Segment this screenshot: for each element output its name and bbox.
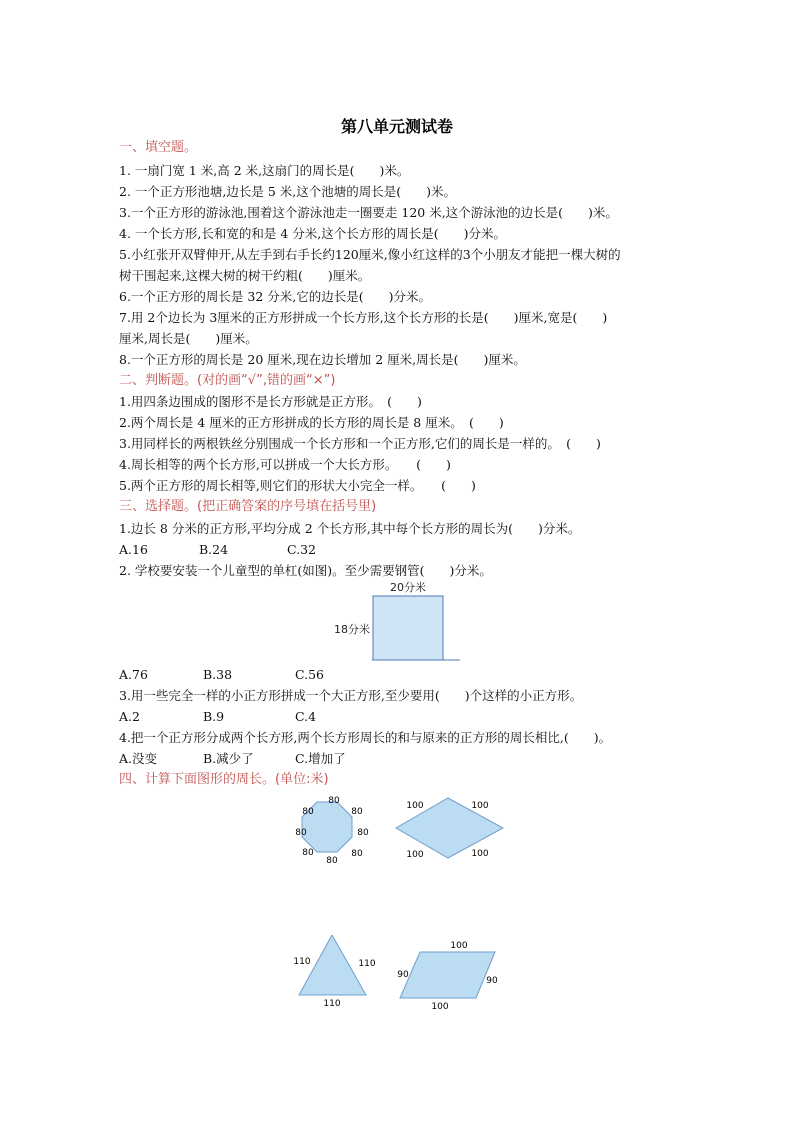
choice-question-2: 2. 学校要安装一个儿童型的单杠(如图)。至少需要钢管( )分米。 xyxy=(119,563,492,578)
option-c: C.增加了 xyxy=(295,751,346,766)
judge-question-5: 5.两个正方形的周长相等,则它们的形状大小完全一样。 ( ) xyxy=(119,478,476,493)
page-title: 第八单元测试卷 xyxy=(340,117,453,136)
fill-question-4: 4. 一个长方形,长和宽的和是 4 分米,这个长方形的周长是( )分米。 xyxy=(119,226,507,241)
octagon-side-label: 80 xyxy=(351,807,363,817)
triangle-side-label: 110 xyxy=(323,999,341,1009)
octagon-rhombus-figures xyxy=(290,790,520,870)
bar-width-label: 20分米 xyxy=(390,581,426,594)
bar-frame xyxy=(373,596,443,660)
fill-question-2: 2. 一个正方形池塘,边长是 5 米,这个池塘的周长是( )米。 xyxy=(119,184,457,199)
section-judge-heading: 二、判断题。(对的画“√”,错的画“×”) xyxy=(119,373,336,388)
fill-question-5-line2: 树干围起来,这棵大树的树干约粗( )厘米。 xyxy=(119,268,371,283)
fill-question-7-line1: 7.用 2个边长为 3厘米的正方形拼成一个长方形,这个长方形的长是( )厘米,宽是( ) xyxy=(119,310,608,325)
octagon-side-label: 80 xyxy=(357,828,369,838)
choice-question-1: 1.边长 8 分米的正方形,平均分成 2 个长方形,其中每个长方形的周长为( )分米。 xyxy=(119,521,581,536)
triangle-parallelogram-figures xyxy=(290,935,510,1013)
choice-question-4-options xyxy=(119,751,699,767)
fill-question-8: 8.一个正方形的周长是 20 厘米,现在边长增加 2 厘米,周长是( )厘米。 xyxy=(119,352,526,367)
horizontal-bar-figure xyxy=(320,578,470,666)
judge-question-2: 2.两个周长是 4 厘米的正方形拼成的长方形的周长是 8 厘米。 ( ) xyxy=(119,415,504,430)
octagon-side-label: 80 xyxy=(302,807,314,817)
parallelogram-side-label: 90 xyxy=(397,970,409,980)
triangle-side-label: 110 xyxy=(293,957,311,967)
parallelogram-side-label: 90 xyxy=(486,976,498,986)
judge-question-1: 1.用四条边围成的图形不是长方形就是正方形。 ( ) xyxy=(119,394,422,409)
option-a: A.没变 xyxy=(119,751,158,766)
parallelogram-side-label: 100 xyxy=(431,1002,449,1012)
bar-height-label: 18分米 xyxy=(334,623,370,636)
fill-question-1: 1. 一扇门宽 1 米,高 2 米,这扇门的周长是( )米。 xyxy=(119,163,410,178)
section-choice-heading: 三、选择题。(把正确答案的序号填在括号里) xyxy=(119,499,377,514)
octagon-side-label: 80 xyxy=(326,856,338,866)
triangle-side-label: 110 xyxy=(358,959,376,969)
judge-question-4: 4.周长相等的两个长方形,可以拼成一个大长方形。 ( ) xyxy=(119,457,451,472)
judge-question-3: 3.用同样长的两根铁丝分别围成一个长方形和一个正方形,它们的周长是一样的。 ( ) xyxy=(119,436,601,451)
choice-question-1-options xyxy=(119,542,699,558)
rhombus-side-label: 100 xyxy=(406,801,424,811)
choice-question-4: 4.把一个正方形分成两个长方形,两个长方形周长的和与原来的正方形的周长相比,( )。 xyxy=(119,730,612,745)
option-a: A.2 xyxy=(119,709,140,724)
fill-question-6: 6.一个正方形的周长是 32 分米,它的边长是( )分米。 xyxy=(119,289,432,304)
parallelogram-shape xyxy=(400,952,495,998)
option-c: C.56 xyxy=(295,667,324,682)
option-b: B.9 xyxy=(203,709,225,724)
fill-question-7-line2: 厘米,周长是( )厘米。 xyxy=(119,331,258,346)
section-fill-heading: 一、填空题。 xyxy=(119,140,198,155)
octagon-side-label: 80 xyxy=(295,828,307,838)
option-b: B.38 xyxy=(203,667,233,682)
option-c: C.32 xyxy=(287,542,316,557)
fill-question-5-line1: 5.小红张开双臂伸开,从左手到右手长约120厘米,像小红这样的3个小朋友才能把一棵大树的 xyxy=(119,247,621,262)
section-perimeter-heading: 四、计算下面图形的周长。(单位:米) xyxy=(119,772,329,787)
option-b: B.减少了 xyxy=(203,751,254,766)
option-a: A.16 xyxy=(119,542,148,557)
octagon-side-label: 80 xyxy=(302,848,314,858)
choice-question-2-options xyxy=(119,667,699,683)
octagon-side-label: 80 xyxy=(328,796,340,806)
choice-question-3-options xyxy=(119,709,699,725)
rhombus-side-label: 100 xyxy=(471,801,489,811)
choice-question-3: 3.用一些完全一样的小正方形拼成一个大正方形,至少要用( )个这样的小正方形。 xyxy=(119,688,583,703)
parallelogram-side-label: 100 xyxy=(450,941,468,951)
fill-question-3: 3.一个正方形的游泳池,围着这个游泳池走一圈要走 120 米,这个游泳池的边长是( )米。 xyxy=(119,205,618,220)
option-a: A.76 xyxy=(119,667,148,682)
option-b: B.24 xyxy=(199,542,229,557)
rhombus-side-label: 100 xyxy=(406,850,424,860)
option-c: C.4 xyxy=(295,709,317,724)
octagon-side-label: 80 xyxy=(351,849,363,859)
rhombus-side-label: 100 xyxy=(471,849,489,859)
